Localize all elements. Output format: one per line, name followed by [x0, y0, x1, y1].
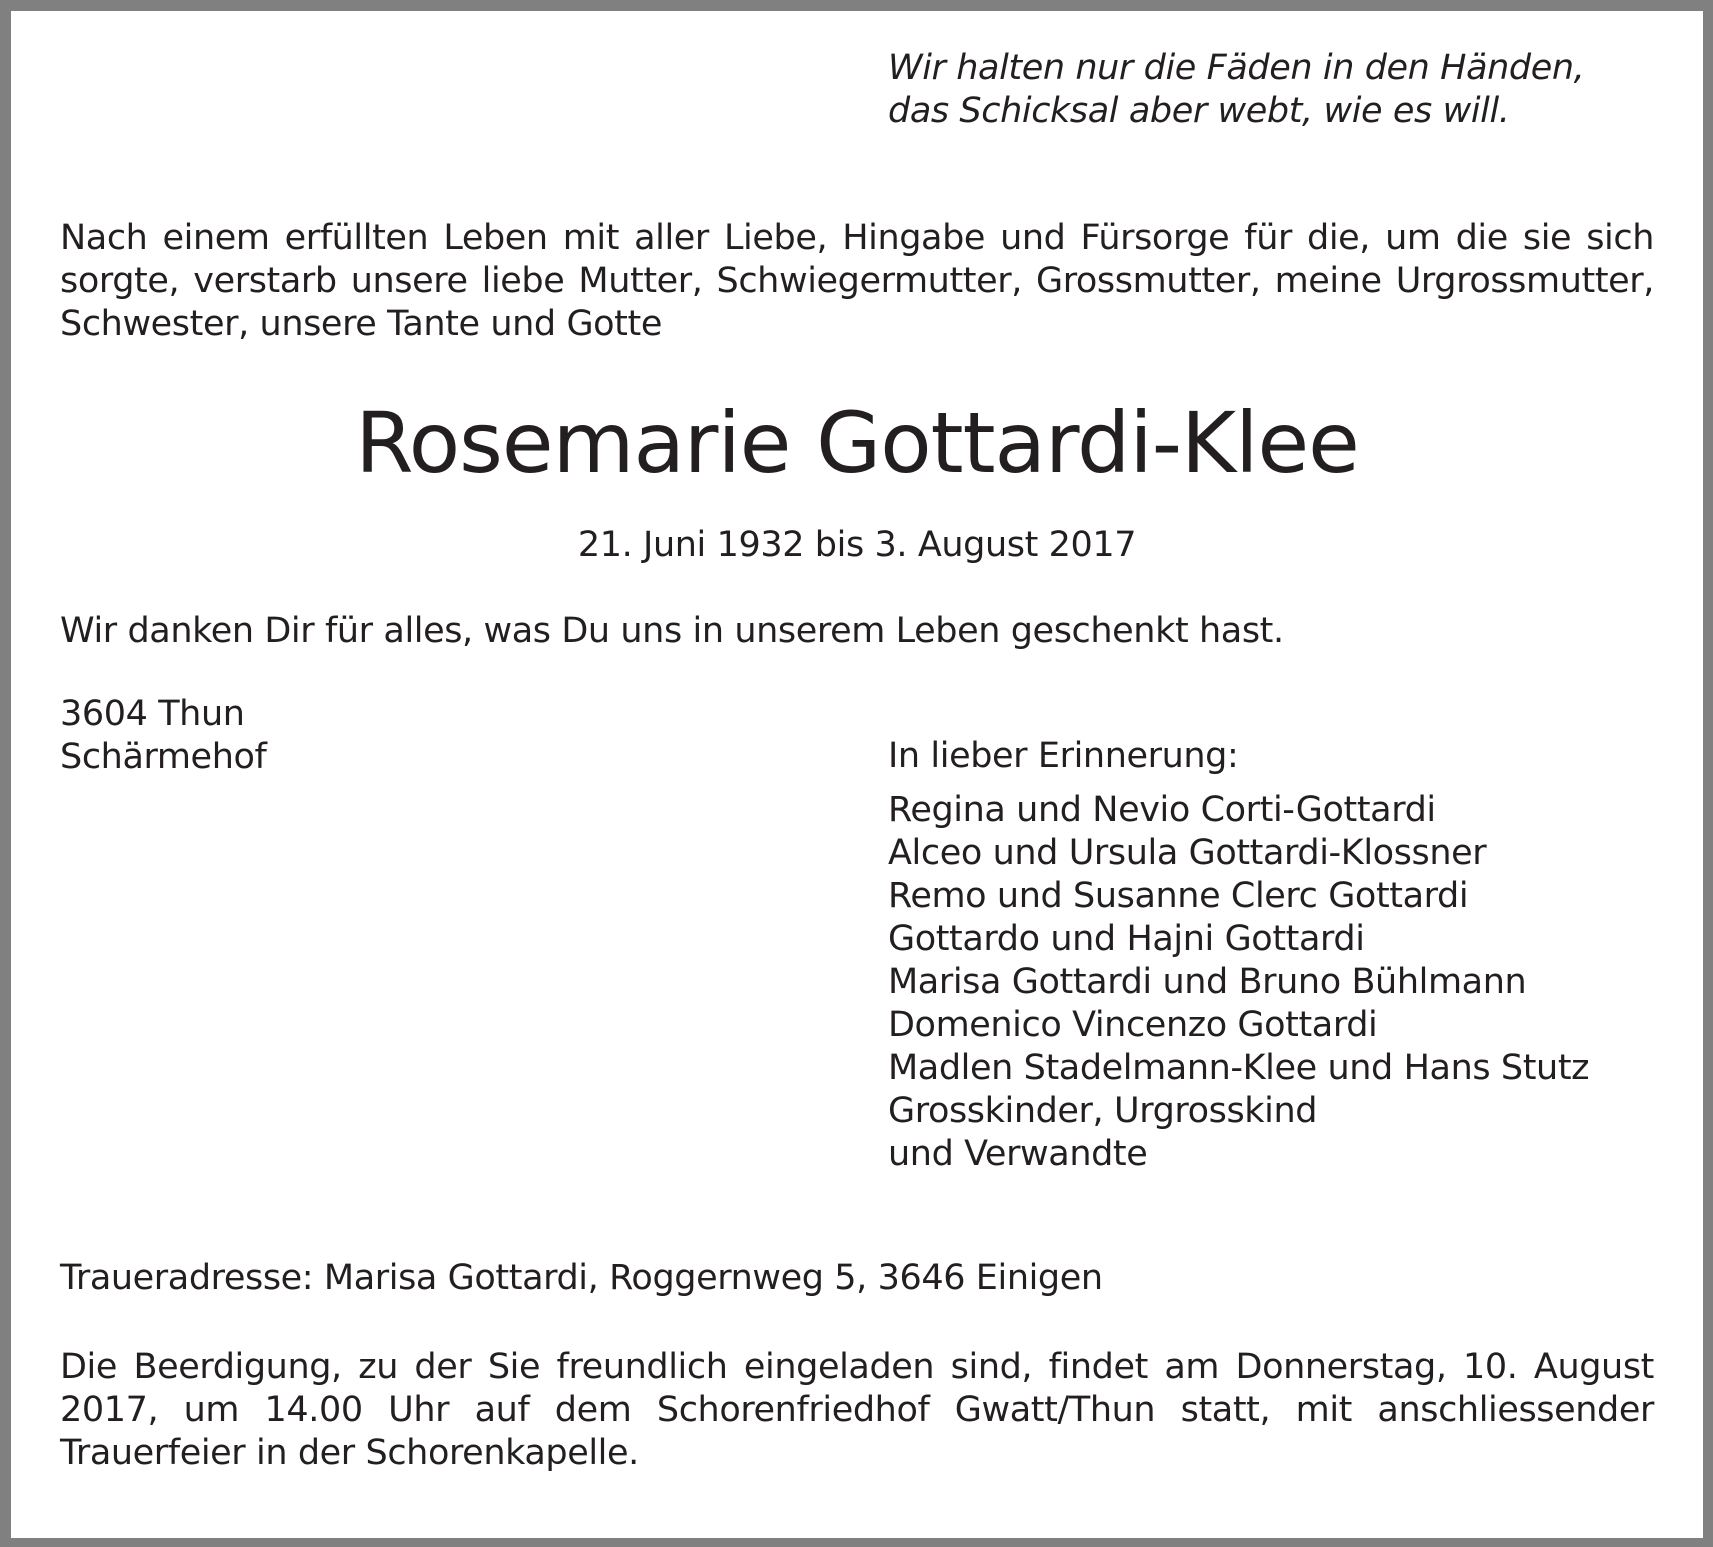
- mourner-item: Madlen Stadelmann-Klee und Hans Stutz: [888, 1048, 1590, 1088]
- memory-heading: In lieber Erinnerung:: [888, 736, 1239, 776]
- deceased-name: Rosemarie Gottardi-Klee: [355, 394, 1359, 492]
- motto-quote: [888, 47, 1584, 133]
- address-line-1: 3604 Thun: [60, 694, 245, 734]
- obituary-notice: [11, 11, 1703, 1538]
- mourner-item: Regina und Nevio Corti-Gottardi: [888, 790, 1436, 830]
- funeral-details: Die Beerdigung, zu der Sie freundlich eingeladen sind, findet am Donnerstag, 10. August 2017, um 14.00 Uhr auf dem Schorenfriedhof Gwatt/Thun statt, mit anschliessender Trauerfeier in der Schorenkapelle.: [60, 1347, 1654, 1473]
- mourner-item: Marisa Gottardi und Bruno Bühlmann: [888, 962, 1527, 1002]
- home-address: [60, 693, 266, 779]
- mourner-item: Grosskinder, Urgrosskind: [888, 1091, 1318, 1131]
- mourner-item: Domenico Vincenzo Gottardi: [888, 1005, 1378, 1045]
- motto-line-1: Wir halten nur die Fäden in den Händen,: [888, 48, 1585, 88]
- mourners-list: [888, 789, 1589, 1176]
- mourner-item: und Verwandte: [888, 1134, 1148, 1174]
- mourner-item: Gottardo und Hajni Gottardi: [888, 919, 1365, 959]
- life-dates: 21. Juni 1932 bis 3. August 2017: [577, 525, 1137, 565]
- motto-line-2: das Schicksal aber webt, wie es will.: [888, 91, 1510, 131]
- thanks-line: Wir danken Dir für alles, was Du uns in unserem Leben geschenkt hast.: [60, 611, 1284, 651]
- mourning-address: Traueradresse: Marisa Gottardi, Roggernweg 5, 3646 Einigen: [60, 1258, 1103, 1298]
- mourner-item: Alceo und Ursula Gottardi-Klossner: [888, 833, 1487, 873]
- mourner-item: Remo und Susanne Clerc Gottardi: [888, 876, 1469, 916]
- intro-paragraph: Nach einem erfüllten Leben mit aller Liebe, Hingabe und Fürsorge für die, um die sie sich sorgte, verstarb unsere liebe Mutter, Schwiegermutter, Grossmutter, meine Urgrossmutter, Schwester, unsere Tante und Gotte: [60, 218, 1654, 344]
- address-line-2: Schärmehof: [60, 737, 267, 777]
